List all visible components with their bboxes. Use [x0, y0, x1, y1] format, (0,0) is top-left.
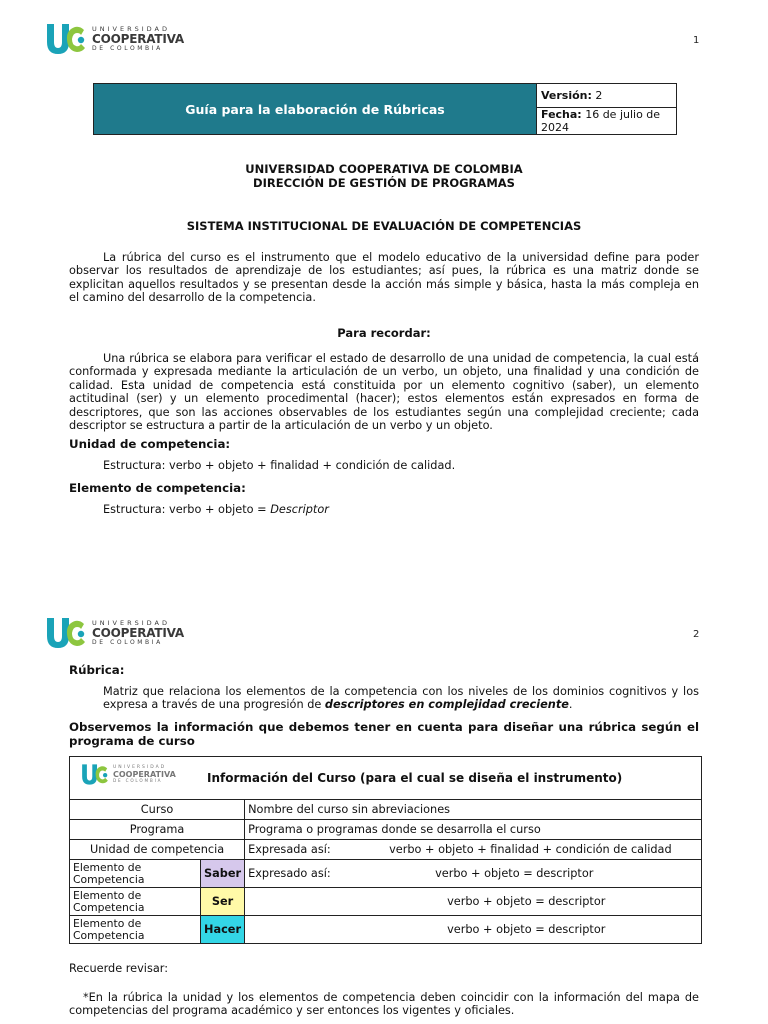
- row-value-hacer-cell: [245, 916, 702, 944]
- system-title: SISTEMA INSTITUCIONAL DE EVALUACIÓN DE COMPETENCIAS: [186, 219, 582, 233]
- rubric-text-emphasis: descriptores en complejidad creciente: [324, 698, 569, 712]
- element-structure: [103, 503, 329, 516]
- observe-heading: Observemos la información que debemos tener en cuenta para diseñar una rúbrica según el programa de curso: [69, 720, 699, 748]
- row-label-program: Programa: [70, 820, 245, 840]
- row-value-unit: verbo + objeto + finalidad + condición de calidad: [389, 843, 672, 856]
- logo-text-line2: COOPERATIVA: [92, 626, 185, 641]
- logo-text-line3: DE COLOMBIA: [92, 45, 163, 53]
- course-info-table: [69, 756, 702, 944]
- logo-text-line1: UNIVERSIDAD: [92, 618, 170, 627]
- page-number-2: 2: [693, 629, 700, 640]
- element-structure-descriptor: Descriptor: [270, 503, 329, 516]
- uc-logo-icon: [80, 763, 110, 786]
- row-saber-prefix: Expresado así:: [248, 867, 331, 880]
- date-value: 16 de julio de 2024: [541, 108, 661, 134]
- date-label: Fecha:: [541, 108, 582, 121]
- rubric-text-a: Matriz que relaciona los elementos de la competencia con los niveles de los dominios cognitivos y los expresa a través de una progresión de: [103, 685, 699, 712]
- table-logo: [80, 763, 176, 786]
- document-title: Guía para la elaboración de Rúbricas: [94, 84, 537, 135]
- version-label: Versión:: [541, 89, 592, 102]
- element-title: Elemento de competencia:: [69, 481, 246, 495]
- table-logo-line2: COOPERATIVA: [113, 769, 176, 779]
- unit-title: Unidad de competencia:: [69, 437, 231, 451]
- row-value-hacer: verbo + objeto = descriptor: [447, 923, 606, 936]
- unit-structure: Estructura: verbo + objeto + finalidad + condición de calidad.: [103, 459, 456, 472]
- row-label-unit: Unidad de competencia: [70, 840, 245, 860]
- table-header-cell: [70, 757, 702, 800]
- logo-text-line3: DE COLOMBIA: [92, 639, 163, 647]
- uc-logo-icon: [44, 616, 88, 650]
- org-line-1: UNIVERSIDAD COOPERATIVA DE COLOMBIA: [245, 162, 523, 176]
- row-label-element-ser: Elemento de Competencia: [70, 888, 201, 916]
- row-value-ser-cell: [245, 888, 702, 916]
- row-value-saber-cell: [245, 860, 702, 888]
- university-logo: [44, 22, 184, 56]
- logo-text-line1: UNIVERSIDAD: [92, 24, 170, 33]
- row-unit-prefix: Expresada así:: [248, 843, 331, 856]
- remember-check: Recuerde revisar:: [69, 962, 169, 975]
- version-value: 2: [595, 89, 603, 102]
- element-structure-text: Estructura: verbo + objeto =: [103, 503, 271, 516]
- university-logo-page2: [44, 616, 184, 650]
- org-line-2: DIRECCIÓN DE GESTIÓN DE PROGRAMAS: [253, 176, 515, 190]
- row-label-element-hacer: Elemento de Competencia: [70, 916, 201, 944]
- table-logo-line3: DE COLOMBIA: [113, 777, 163, 783]
- uc-logo-icon: [44, 22, 88, 56]
- row-value-ser: verbo + objeto = descriptor: [447, 895, 606, 908]
- row-value-course: Nombre del curso sin abreviaciones: [245, 800, 702, 820]
- rubric-text-b: .: [568, 698, 573, 712]
- row-value-program: Programa o programas donde se desarrolla el curso: [245, 820, 702, 840]
- row-label-course: Curso: [70, 800, 245, 820]
- table-logo-line1: UNIVERSIDAD: [113, 765, 167, 771]
- tag-saber: Saber: [201, 860, 245, 888]
- tag-ser: Ser: [201, 888, 245, 916]
- tag-hacer: Hacer: [201, 916, 245, 944]
- version-cell: [537, 84, 677, 108]
- row-value-unit-cell: [245, 840, 702, 860]
- document-header-table: [93, 83, 677, 135]
- competency-note: *En la rúbrica la unidad y los elementos de competencia deben coincidir con la información del mapa de competencias del programa académico y ser entonces los vigentes y oficiales.: [69, 991, 699, 1018]
- remember-paragraph: Una rúbrica se elabora para verificar el estado de desarrollo de una unidad de competencia, la cual está conformada y expresada mediante la articulación de un verbo, un objeto, una finalidad y una condición de calidad. Esta unidad de competencia está constituida por un elemento cognitivo (saber), un elemento actitudinal (ser) y un elemento procedimental (hacer); estos elementos están expresados en forma de descriptores, que son las acciones observables de los estudiantes según una complejidad creciente; cada descriptor se estructura a partir de la articulación de un verbo y un objeto.: [69, 352, 699, 433]
- table-title: Información del Curso (para el cual se diseña el instrumento): [207, 771, 623, 785]
- date-cell: [537, 108, 677, 135]
- page-number: 1: [693, 35, 700, 46]
- intro-paragraph: La rúbrica del curso es el instrumento que el modelo educativo de la universidad define para poder observar los resultados de aprendizaje de los estudiantes; así pues, la rúbrica es una matriz donde se explicitan aquellos resultados y se presentan desde la acción más simple y básica, hasta la más compleja en el camino del desarrollo de la competencia.: [69, 251, 699, 305]
- row-value-saber: verbo + objeto = descriptor: [435, 867, 594, 880]
- logo-text-line2: COOPERATIVA: [92, 32, 185, 47]
- rubric-definition: [103, 685, 699, 712]
- row-label-element-saber: Elemento de Competencia: [70, 860, 201, 888]
- rubric-title: Rúbrica:: [69, 663, 125, 677]
- remember-title: Para recordar:: [337, 326, 431, 340]
